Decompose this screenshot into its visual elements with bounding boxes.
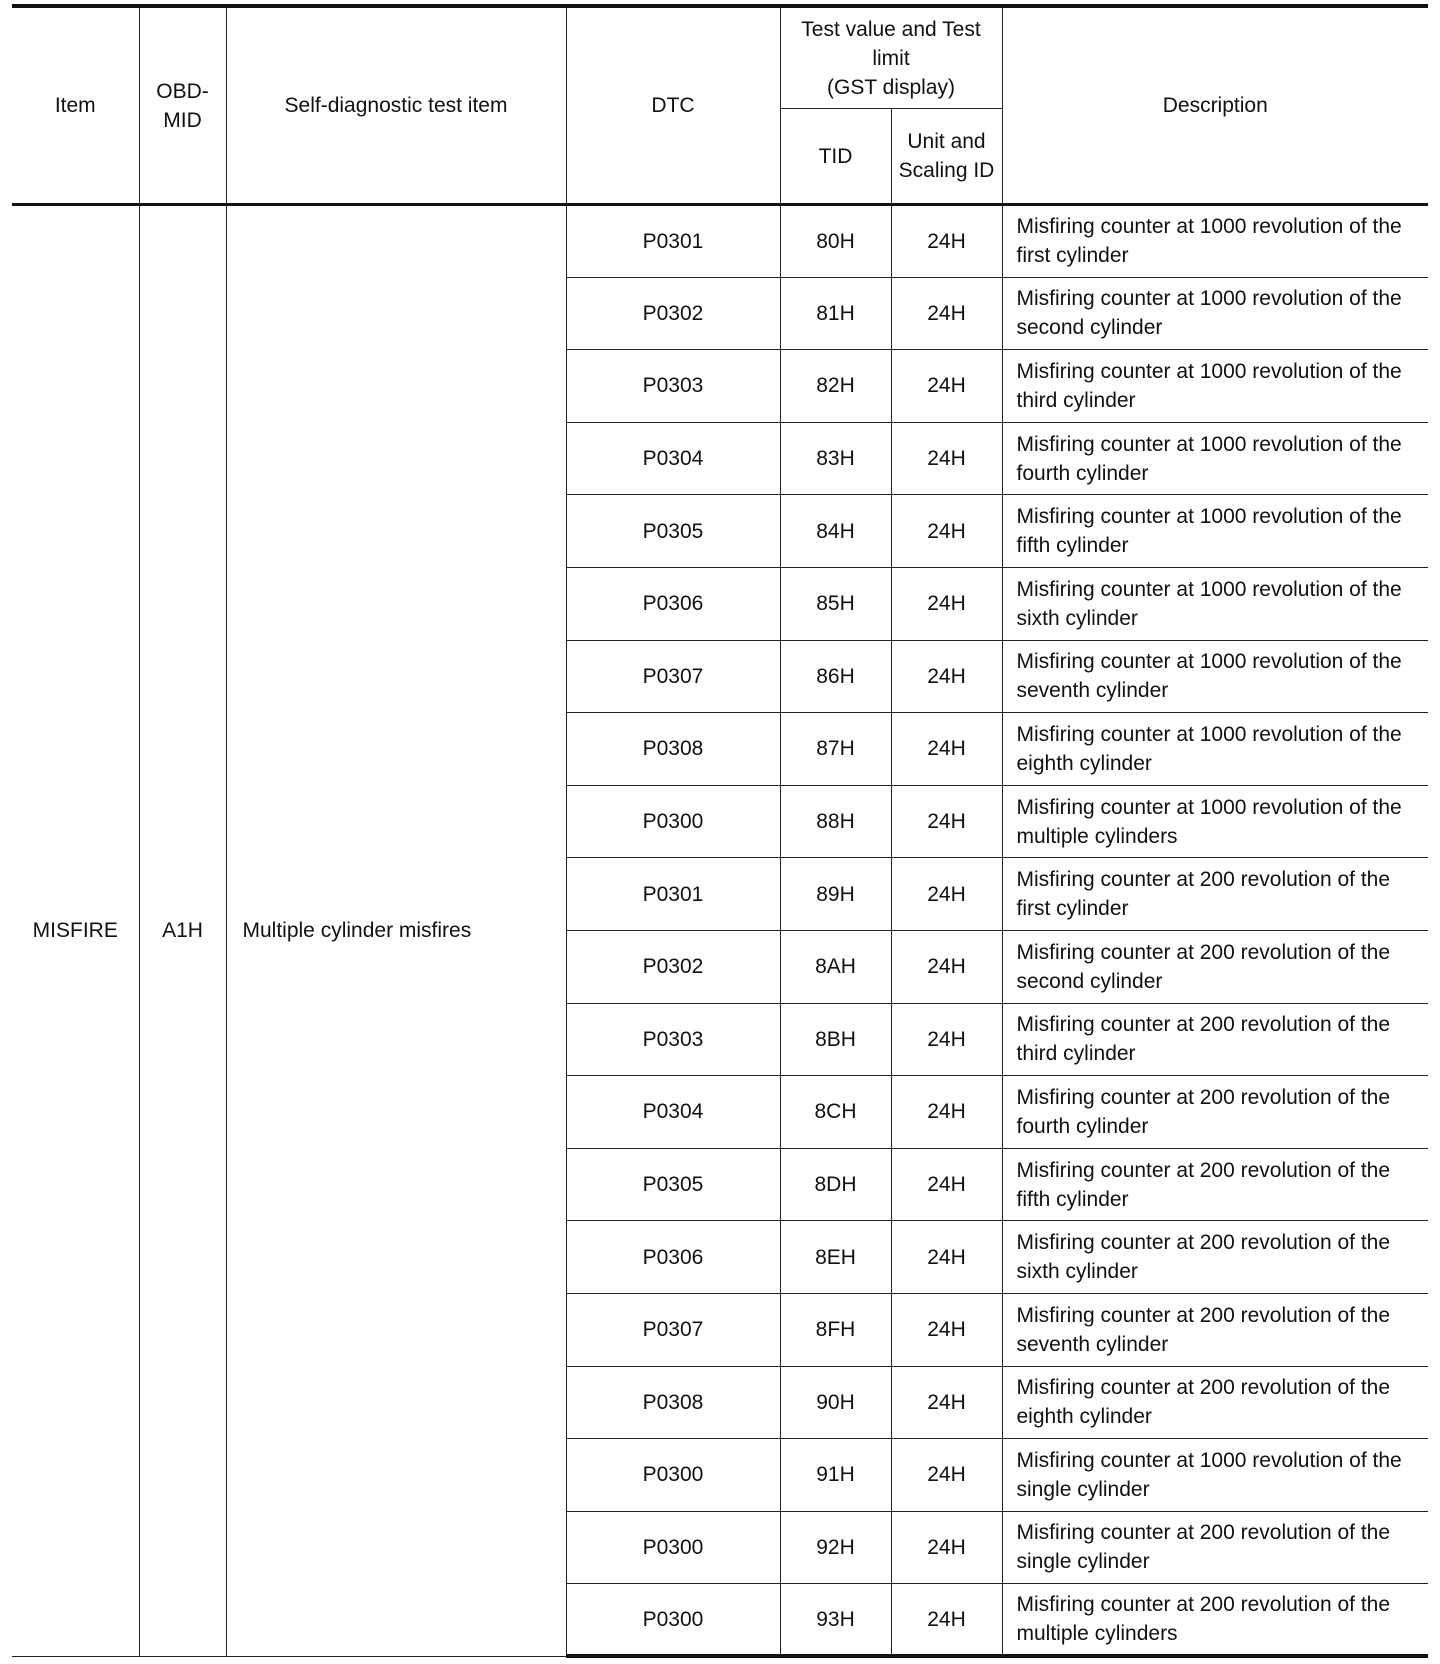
cell-dtc: P0300 [566,1439,780,1512]
cell-tid: 83H [780,422,891,495]
cell-tid: 87H [780,713,891,786]
cell-unit-scaling-id: 24H [891,1221,1002,1294]
cell-description: Misfiring counter at 1000 revolution of the single cylinder [1002,1439,1428,1512]
cell-dtc: P0306 [566,1221,780,1294]
cell-description: Misfiring counter at 200 revolution of the first cylinder [1002,858,1428,931]
table-header [12,6,1428,205]
cell-dtc: P0300 [566,785,780,858]
cell-tid: 8CH [780,1076,891,1149]
cell-description: Misfiring counter at 200 revolution of the second cylinder [1002,930,1428,1003]
header-tid: TID [780,109,891,205]
cell-dtc: P0300 [566,1511,780,1584]
cell-description: Misfiring counter at 200 revolution of the sixth cylinder [1002,1221,1428,1294]
cell-unit-scaling-id: 24H [891,930,1002,1003]
cell-dtc: P0305 [566,495,780,568]
cell-unit-scaling-id: 24H [891,1293,1002,1366]
cell-description: Misfiring counter at 1000 revolution of the fifth cylinder [1002,495,1428,568]
header-self-diagnostic-item: Self-diagnostic test item [226,6,566,205]
cell-tid: 8DH [780,1148,891,1221]
cell-unit-scaling-id: 24H [891,1003,1002,1076]
cell-unit-scaling-id: 24H [891,1148,1002,1221]
header-obd-mid [139,6,226,205]
document-page [12,4,1428,1658]
cell-unit-scaling-id: 24H [891,1439,1002,1512]
cell-tid: 91H [780,1439,891,1512]
cell-tid: 93H [780,1584,891,1657]
table-row [12,205,1428,278]
cell-description: Misfiring counter at 1000 revolution of the first cylinder [1002,205,1428,278]
header-obd-mid-text: OBD- MID [156,79,209,132]
cell-description: Misfiring counter at 1000 revolution of the sixth cylinder [1002,567,1428,640]
cell-unit-scaling-id: 24H [891,713,1002,786]
cell-tid: 89H [780,858,891,931]
cell-description: Misfiring counter at 200 revolution of the multiple cylinders [1002,1584,1428,1657]
cell-dtc: P0303 [566,350,780,423]
cell-unit-scaling-id: 24H [891,1366,1002,1439]
cell-unit-scaling-id: 24H [891,640,1002,713]
cell-unit-scaling-id: 24H [891,858,1002,931]
cell-description: Misfiring counter at 200 revolution of the fourth cylinder [1002,1076,1428,1149]
cell-dtc: P0306 [566,567,780,640]
cell-dtc: P0308 [566,713,780,786]
cell-description: Misfiring counter at 200 revolution of the single cylinder [1002,1511,1428,1584]
cell-dtc: P0304 [566,1076,780,1149]
header-test-value-group [780,6,1002,109]
cell-tid: 80H [780,205,891,278]
cell-tid: 86H [780,640,891,713]
cell-tid: 8FH [780,1293,891,1366]
cell-dtc: P0302 [566,930,780,1003]
cell-item: MISFIRE [12,205,139,1657]
cell-description: Misfiring counter at 200 revolution of the eighth cylinder [1002,1366,1428,1439]
cell-dtc: P0300 [566,1584,780,1657]
cell-dtc: P0303 [566,1003,780,1076]
table-body [12,205,1428,1657]
cell-description: Misfiring counter at 1000 revolution of the second cylinder [1002,277,1428,350]
cell-unit-scaling-id: 24H [891,205,1002,278]
cell-dtc: P0301 [566,858,780,931]
cell-unit-scaling-id: 24H [891,785,1002,858]
cell-unit-scaling-id: 24H [891,350,1002,423]
cell-description: Misfiring counter at 1000 revolution of the fourth cylinder [1002,422,1428,495]
cell-obd-mid: A1H [139,205,226,1657]
cell-description: Misfiring counter at 200 revolution of the third cylinder [1002,1003,1428,1076]
cell-description: Misfiring counter at 1000 revolution of the third cylinder [1002,350,1428,423]
header-unit-scaling-id: Unit and Scaling ID [891,109,1002,205]
cell-description: Misfiring counter at 200 revolution of the seventh cylinder [1002,1293,1428,1366]
cell-dtc: P0307 [566,640,780,713]
cell-tid: 92H [780,1511,891,1584]
cell-tid: 85H [780,567,891,640]
cell-dtc: P0305 [566,1148,780,1221]
cell-description: Misfiring counter at 1000 revolution of the seventh cylinder [1002,640,1428,713]
cell-tid: 90H [780,1366,891,1439]
cell-tid: 82H [780,350,891,423]
cell-unit-scaling-id: 24H [891,277,1002,350]
header-dtc: DTC [566,6,780,205]
cell-unit-scaling-id: 24H [891,567,1002,640]
cell-unit-scaling-id: 24H [891,422,1002,495]
cell-dtc: P0301 [566,205,780,278]
cell-unit-scaling-id: 24H [891,1584,1002,1657]
header-test-value-text: Test value and Test limit (GST display) [801,17,981,99]
cell-dtc: P0302 [566,277,780,350]
cell-description: Misfiring counter at 200 revolution of the fifth cylinder [1002,1148,1428,1221]
cell-dtc: P0308 [566,1366,780,1439]
cell-dtc: P0304 [566,422,780,495]
header-description: Description [1002,6,1428,205]
header-item: Item [12,6,139,205]
cell-tid: 8AH [780,930,891,1003]
cell-description: Misfiring counter at 1000 revolution of the multiple cylinders [1002,785,1428,858]
cell-tid: 8EH [780,1221,891,1294]
obd-test-table [12,4,1428,1658]
cell-description: Misfiring counter at 1000 revolution of the eighth cylinder [1002,713,1428,786]
cell-self-diagnostic-item: Multiple cylinder misfires [226,205,566,1657]
cell-unit-scaling-id: 24H [891,1511,1002,1584]
cell-tid: 8BH [780,1003,891,1076]
cell-tid: 84H [780,495,891,568]
cell-dtc: P0307 [566,1293,780,1366]
cell-tid: 88H [780,785,891,858]
cell-unit-scaling-id: 24H [891,1076,1002,1149]
cell-unit-scaling-id: 24H [891,495,1002,568]
cell-tid: 81H [780,277,891,350]
